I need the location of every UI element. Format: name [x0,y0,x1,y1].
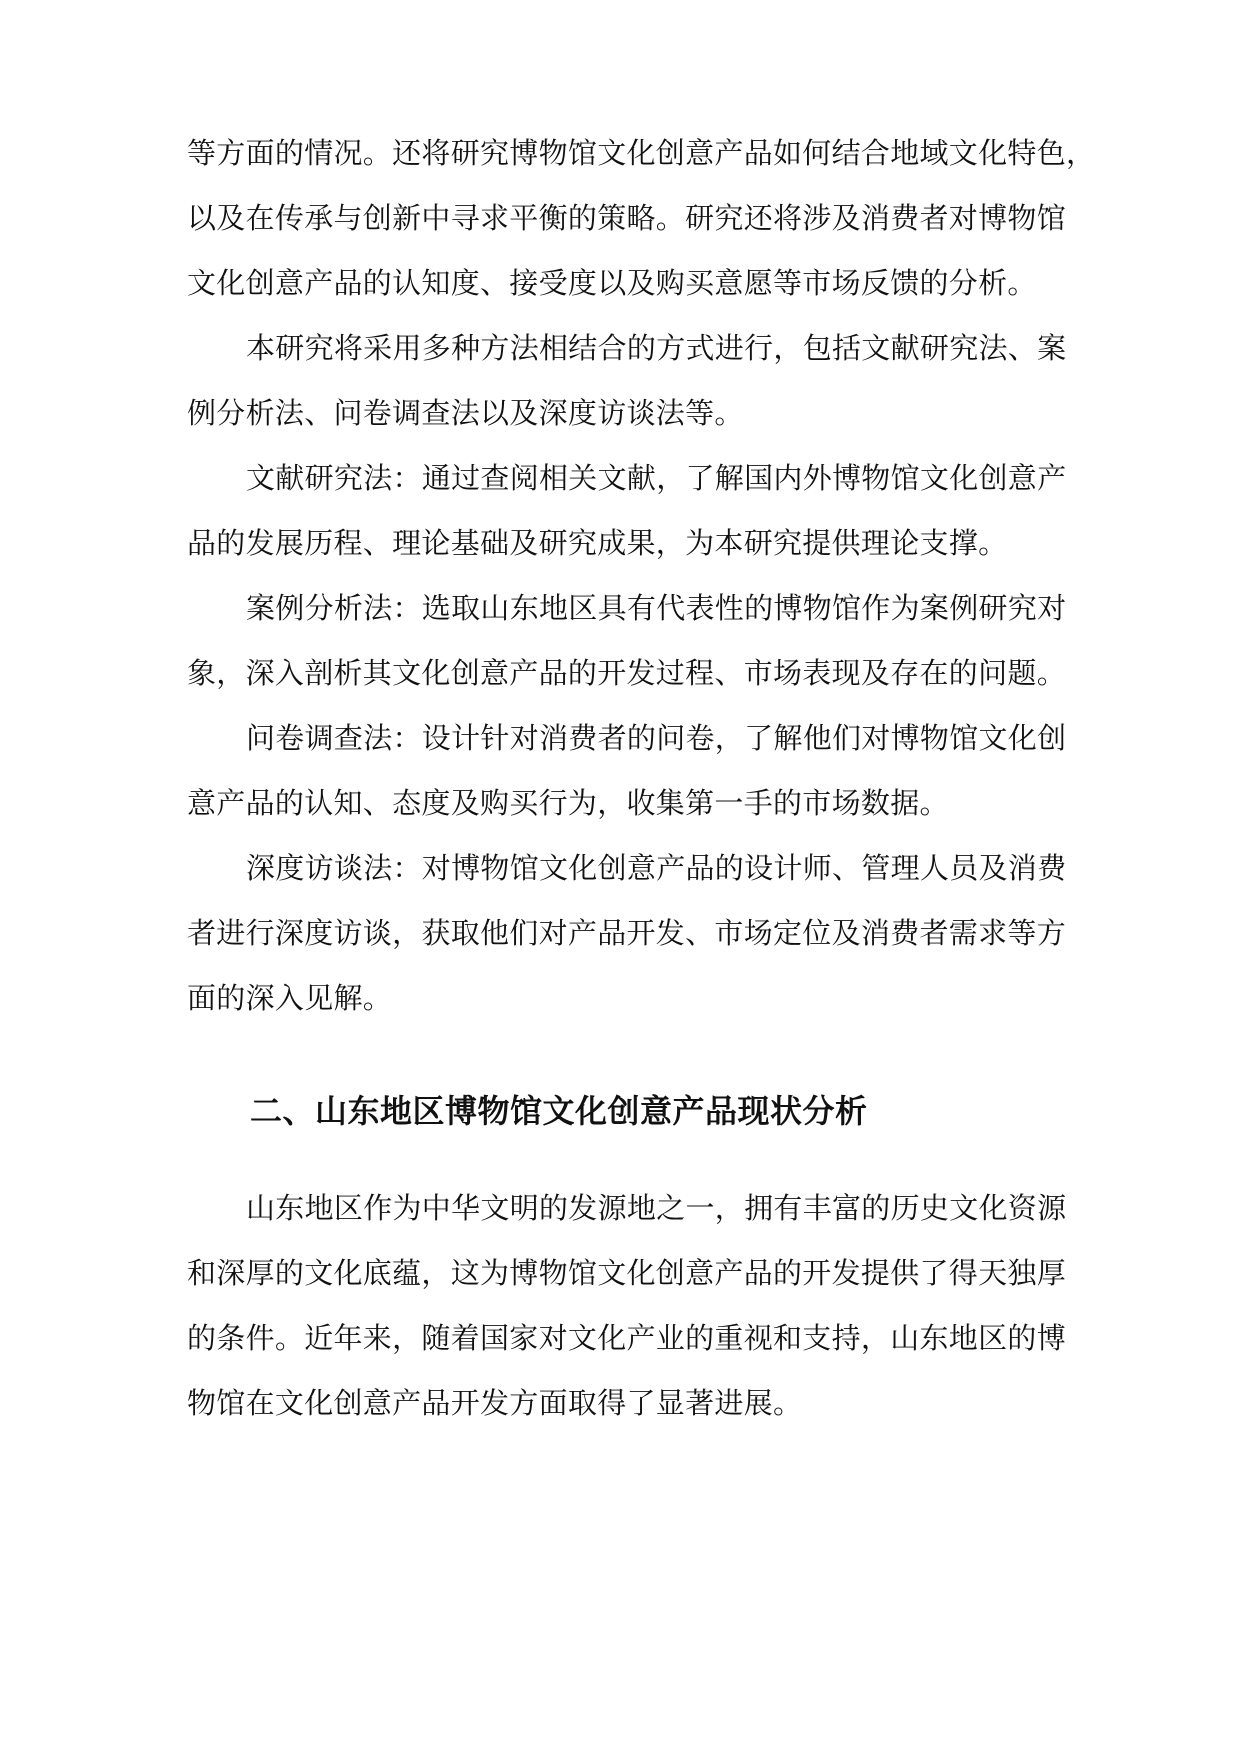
text-line: 等方面的情况。还将研究博物馆文化创意产品如何结合地域文化特色， [187,136,1096,170]
text-line: 象，深入剖析其文化创意产品的开发过程、市场表现及存在的问题。 [187,656,1067,690]
text-line: 和深厚的文化底蕴，这为博物馆文化创意产品的开发提供了得天独厚 [187,1256,1067,1290]
text-line: 本研究将采用多种方法相结合的方式进行，包括文献研究法、案 [246,331,1067,365]
text-line: 文化创意产品的认知度、接受度以及购买意愿等市场反馈的分析。 [187,266,1037,300]
text-line: 案例分析法：选取山东地区具有代表性的博物馆作为案例研究对 [246,591,1067,625]
text-line: 山东地区作为中华文明的发源地之一，拥有丰富的历史文化资源 [246,1191,1067,1225]
text-line: 问卷调查法：设计针对消费者的问卷，了解他们对博物馆文化创 [246,721,1067,755]
text-line: 例分析法、问卷调查法以及深度访谈法等。 [187,396,744,430]
section-heading: 二、山东地区博物馆文化创意产品现状分析 [250,1092,868,1130]
text-line: 的条件。近年来，随着国家对文化产业的重视和支持，山东地区的博 [187,1321,1067,1355]
text-line: 品的发展历程、理论基础及研究成果，为本研究提供理论支撑。 [187,526,1008,560]
text-line: 物馆在文化创意产品开发方面取得了显著进展。 [187,1386,803,1420]
text-line: 文献研究法：通过查阅相关文献，了解国内外博物馆文化创意产 [246,461,1067,495]
text-line: 以及在传承与创新中寻求平衡的策略。研究还将涉及消费者对博物馆 [187,201,1067,235]
text-line: 者进行深度访谈，获取他们对产品开发、市场定位及消费者需求等方 [187,916,1067,950]
text-line: 意产品的认知、态度及购买行为，收集第一手的市场数据。 [187,786,949,820]
text-line: 深度访谈法：对博物馆文化创意产品的设计师、管理人员及消费 [246,851,1067,885]
text-line: 面的深入见解。 [187,981,393,1015]
